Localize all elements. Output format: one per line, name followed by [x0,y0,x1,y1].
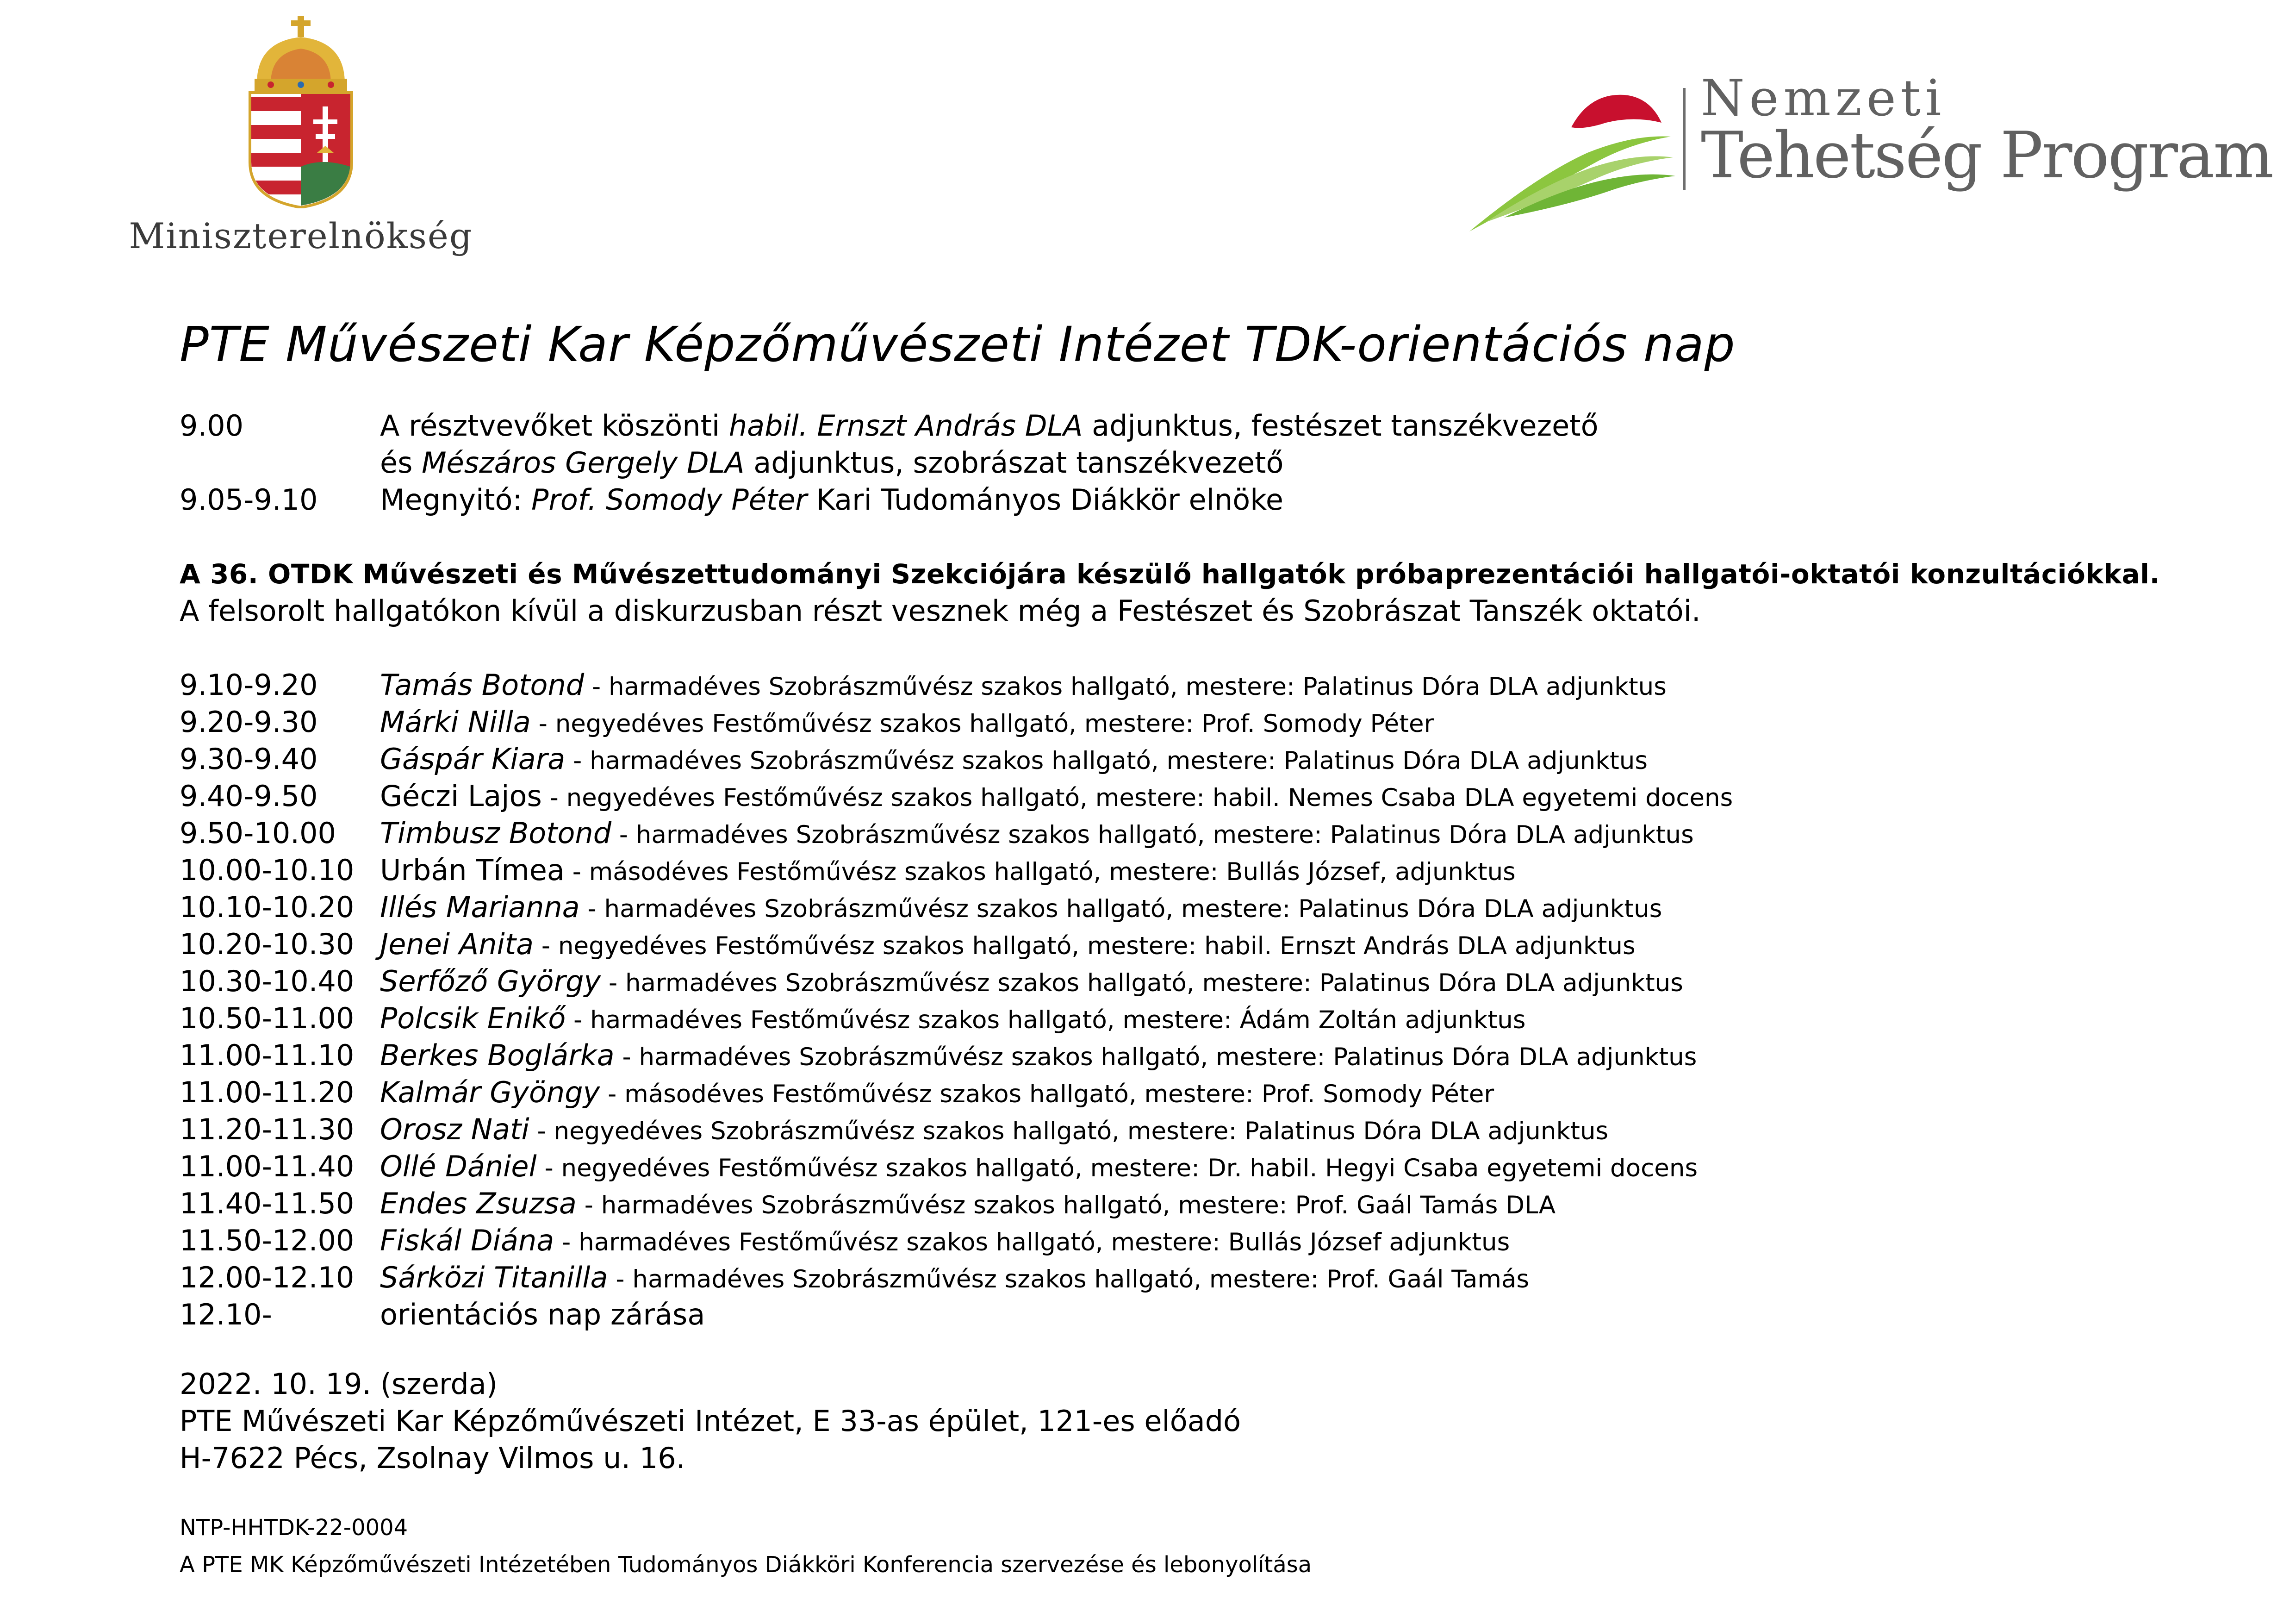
student-name: Tamás Botond [380,668,585,702]
student-description: - harmadéves Szobrászművész szakos hallgató, mestere: Palatinus Dóra DLA adjunktus [584,673,1667,701]
schedule-entry [380,1222,1510,1261]
time-slot: 10.20-10.30 [180,927,355,961]
schedule-entry [380,1037,1697,1076]
time-slot: 9.20-9.30 [180,705,318,739]
student-name: Orosz Nati [380,1112,529,1146]
time-slot: 10.00-10.10 [180,853,355,887]
student-description: - harmadéves Szobrászművész szakos hallgató, mestere: Palatinus Dóra DLA adjunktus [601,969,1683,997]
time-slot: 9.50-10.00 [180,816,336,850]
schedule-entry [380,704,1434,743]
schedule-entry [380,1074,1494,1113]
ministry-logo [125,14,477,255]
schedule-entry [380,963,1683,1002]
event-venue: PTE Művészeti Kar Képzőművészeti Intézet, E 33-as épület, 121-es előadó [180,1404,1241,1438]
ministry-name: Miniszterelnökség [129,215,473,256]
student-name: Géczi Lajos [380,779,542,813]
student-description: - harmadéves Szobrászművész szakos hallgató, mestere: Palatinus Dóra DLA adjunktus [579,895,1662,923]
schedule-entry [380,1185,1556,1224]
student-description: - harmadéves Szobrászművész szakos hallgató, mestere: Palatinus Dóra DLA adjunktus [565,747,1648,775]
project-title: A PTE MK Képzőművészeti Intézetében Tudományos Diákköri Konferencia szervezése és lebonyolítása [180,1552,1312,1578]
time-slot: 11.00-11.40 [180,1149,355,1183]
project-code: NTP-HHTDK-22-0004 [180,1515,408,1541]
schedule-entry [380,889,1662,928]
student-description: - negyedéves Szobrászművész szakos hallgató, mestere: Palatinus Dóra DLA adjunktus [529,1117,1609,1145]
ntp-logo [1467,69,2273,241]
student-description: - harmadéves Festőművész szakos hallgató, mestere: Ádám Zoltán adjunktus [566,1006,1526,1034]
student-name: Sárközi Titanilla [380,1261,608,1294]
schedule-entry [380,1111,1608,1150]
time-slot: 9.05-9.10 [180,483,318,517]
student-name: Kalmár Gyöngy [380,1075,600,1109]
student-name: Márki Nilla [380,705,531,739]
event-date: 2022. 10. 19. (szerda) [180,1367,498,1401]
schedule-entry [380,667,1667,706]
opening-text: A résztvevőket köszönti habil. Ernszt András DLA adjunktus, festészet tanszékvezető [380,409,1599,443]
schedule-entry [380,852,1516,891]
student-name: Illés Marianna [380,890,580,924]
student-description: - harmadéves Szobrászművész szakos hallgató, mestere: Palatinus Dóra DLA adjunktus [611,821,1694,849]
student-description: - harmadéves Festőművész szakos hallgató, mestere: Bullás József adjunktus [554,1228,1510,1256]
time-slot: 9.10-9.20 [180,668,318,702]
event-address: H-7622 Pécs, Zsolnay Vilmos u. 16. [180,1441,685,1475]
hungarian-coat-of-arms-icon [243,14,359,208]
student-description: - negyedéves Festőművész szakos hallgató, mestere: habil. Nemes Csaba DLA egyetemi docens [541,784,1733,812]
time-slot: 10.50-11.00 [180,1001,355,1035]
time-slot: 9.00 [180,409,244,443]
ntp-logo-line2: Tehetség Program [1701,118,2273,193]
time-slot: 11.20-11.30 [180,1112,355,1146]
closing-text: orientációs nap zárása [380,1298,705,1331]
schedule-entry [380,815,1694,854]
student-name: Ollé Dániel [380,1149,537,1183]
student-description: - harmadéves Szobrászművész szakos hallgató, mestere: Prof. Gaál Tamás [608,1265,1530,1293]
schedule-entry [380,741,1648,780]
logo-divider [1683,88,1686,190]
time-slot: 11.40-11.50 [180,1187,355,1220]
opening-text: és Mészáros Gergely DLA adjunktus, szobrászat tanszékvezető [380,446,1284,480]
schedule-entry [380,778,1733,817]
student-name: Endes Zsuzsa [380,1187,577,1220]
student-name: Timbusz Botond [380,816,612,850]
schedule-entry [380,1000,1525,1039]
time-slot: 10.10-10.20 [180,890,355,924]
time-slot: 12.10- [180,1298,272,1331]
student-description: - negyedéves Festőművész szakos hallgató, mestere: Prof. Somody Péter [530,710,1434,738]
time-slot: 11.00-11.10 [180,1038,355,1072]
student-description: - másodéves Festőművész szakos hallgató, mestere: Bullás József, adjunktus [564,858,1516,886]
section-heading: A 36. OTDK Művészeti és Művészettudományi Szekciójára készülő hallgatók próbaprezentációi hallgatói-oktatói konzultációkkal. [180,558,2160,590]
student-name: Serfőző György [380,964,601,998]
schedule-entry [380,926,1636,965]
student-name: Urbán Tímea [380,853,565,887]
schedule-entry [380,1148,1698,1187]
student-name: Berkes Boglárka [380,1038,615,1072]
ntp-logo-line1: Nemzeti [1701,69,1946,127]
student-name: Polcsik Enikő [380,1001,566,1035]
student-name: Gáspár Kiara [380,742,566,776]
time-slot: 12.00-12.10 [180,1261,355,1294]
student-name: Fiskál Diána [380,1224,554,1257]
student-description: - harmadéves Szobrászművész szakos hallgató, mestere: Prof. Gaál Tamás DLA [576,1191,1556,1219]
time-slot: 10.30-10.40 [180,964,355,998]
schedule-entry [380,1259,1529,1298]
ntp-swoosh-icon [1467,83,1680,241]
time-slot: 11.00-11.20 [180,1075,355,1109]
student-name: Jenei Anita [380,927,534,961]
student-description: - másodéves Festőművész szakos hallgató, mestere: Prof. Somody Péter [600,1080,1494,1108]
opening-text: Megnyitó: Prof. Somody Péter Kari Tudományos Diákkör elnöke [380,483,1284,517]
student-description: - harmadéves Szobrászművész szakos hallgató, mestere: Palatinus Dóra DLA adjunktus [614,1043,1697,1071]
student-description: - negyedéves Festőművész szakos hallgató, mestere: habil. Ernszt András DLA adjunktus [534,932,1636,960]
time-slot: 9.40-9.50 [180,779,318,813]
time-slot: 9.30-9.40 [180,742,318,776]
time-slot: 11.50-12.00 [180,1224,355,1257]
page-title: PTE Művészeti Kar Képzőművészeti Intézet TDK-orientációs nap [180,316,1736,373]
student-description: - negyedéves Festőművész szakos hallgató, mestere: Dr. habil. Hegyi Csaba egyetemi docens [536,1154,1698,1182]
section-note: A felsorolt hallgatókon kívül a diskurzusban részt vesznek még a Festészet és Szobrászat Tanszék oktatói. [180,594,1701,628]
